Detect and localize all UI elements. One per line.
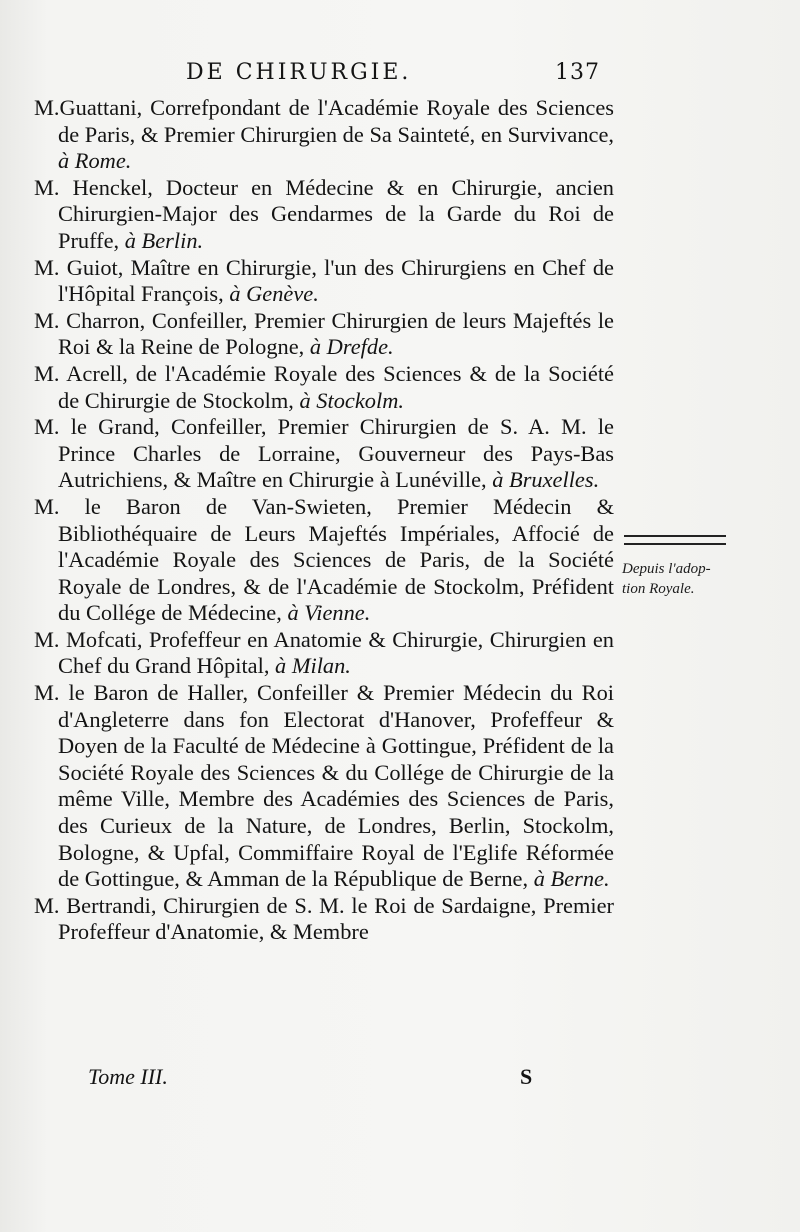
entry-text: , de l'Académie Royale des Sciences & de la Société de Chirurgie de Stockolm, bbox=[58, 360, 614, 413]
entry-city: à Genève. bbox=[229, 281, 319, 307]
entry-city: à Berlin. bbox=[124, 227, 204, 253]
page-footer bbox=[88, 1064, 548, 1098]
entry-name: M.Guattani bbox=[34, 95, 137, 120]
marginal-note-line: tion Royale. bbox=[622, 581, 695, 597]
entry-text: , Confeiller, Premier Chirurgien de leurs Majeftés le Roi & la Reine de Pologne, bbox=[58, 307, 614, 360]
entry-text: , Correfpondant de l'Académie Royale des Sciences de Paris, & Premier Chirurgien de Sa Sainteté, en Survivance, bbox=[58, 95, 614, 147]
list-entry bbox=[34, 95, 614, 175]
marginal-note bbox=[622, 535, 732, 599]
entry-city: à Milan. bbox=[275, 653, 351, 679]
list-entry bbox=[34, 361, 614, 414]
list-entry bbox=[34, 414, 614, 494]
entry-city: à Bruxelles. bbox=[492, 467, 600, 493]
list-entry bbox=[34, 680, 614, 893]
entry-city: à Berne. bbox=[533, 866, 610, 892]
entry-name: M. Acrell bbox=[34, 360, 123, 386]
list-entry bbox=[34, 627, 614, 680]
entry-text: , Docteur en Médecine & en Chirurgie, ancien Chirurgien-Major des Gendarmes de la Garde du Roi de Pruffe, bbox=[58, 174, 614, 253]
list-entry bbox=[34, 175, 614, 255]
list-entry bbox=[34, 494, 614, 627]
entry-city: à Rome. bbox=[58, 148, 132, 174]
member-list bbox=[34, 95, 614, 946]
entry-text: , Profeffeur en Anatomie & Chirurgie, Chirurgien en Chef du Grand Hôpital, bbox=[58, 626, 615, 679]
ornamental-rule bbox=[624, 535, 726, 545]
entry-name: M. Guiot bbox=[34, 254, 118, 280]
list-entry bbox=[34, 308, 614, 361]
entry-text: , Chirurgien de S. M. le Roi de Sardaigne, Premier Profeffeur d'Anatomie, & Membre bbox=[58, 892, 614, 945]
page-number: 137 bbox=[555, 60, 600, 85]
entry-city: à Drefde. bbox=[309, 334, 394, 360]
entry-text: , Confeiller, Premier Chirurgien de S. A. M. le Prince Charles de Lorraine, Gouverneur des Pays-Bas Autrichiens, & Maître en Chirurgie à Lunéville, bbox=[58, 414, 614, 493]
marginal-note-line: Depuis l'adop- bbox=[622, 561, 711, 577]
signature-mark: S bbox=[520, 1064, 533, 1089]
list-entry bbox=[34, 255, 614, 308]
entry-name: M. Charron bbox=[34, 307, 140, 333]
entry-city: à Stockolm. bbox=[299, 387, 404, 413]
volume-label: Tome III. bbox=[88, 1064, 168, 1089]
entry-text: , Confeiller & Premier Médecin du Roi d'Angleterre dans fon Electorat d'Hanover, Profeffeur & Doyen de la Faculté de Médecine à Gottingue, Préfident de la Société Royale des Sciences & du Collége de Chirurgie de la même Ville, Membre des Académies des Sciences de Paris, des Curieux de la Nature, de Londres, Berlin, Stockolm, Bologne, & Upfal, Commiffaire Royal de l'Eglife Réformée de Gottingue, & Amman de la République de Berne, bbox=[58, 680, 614, 892]
entry-city: à Vienne. bbox=[287, 600, 371, 626]
list-entry bbox=[34, 893, 614, 946]
entry-name: M. Bertrandi bbox=[34, 892, 151, 918]
entry-name: M. le Baron de Haller bbox=[34, 680, 243, 706]
entry-name: M. Henckel bbox=[34, 174, 148, 200]
entry-text: , Maître en Chirurgie, l'un des Chirurgiens en Chef de l'Hôpital François, bbox=[58, 254, 614, 307]
running-title: DE CHIRURGIE. bbox=[186, 60, 412, 85]
page-header bbox=[186, 60, 606, 100]
entry-name: M. Mofcati bbox=[34, 626, 137, 652]
entry-name: M. le Baron de Van-Swieten bbox=[34, 493, 367, 519]
entry-text: , Premier Médecin & Bibliothéquaire de Leurs Majeftés Impériales, Affocié de l'Académie Royale des Sciences de Paris, de la Société Royale de Londres, & de l'Académie de Stockolm, Préfident du Collége de Médecine, bbox=[58, 493, 614, 626]
entry-name: M. le Grand bbox=[34, 414, 155, 440]
